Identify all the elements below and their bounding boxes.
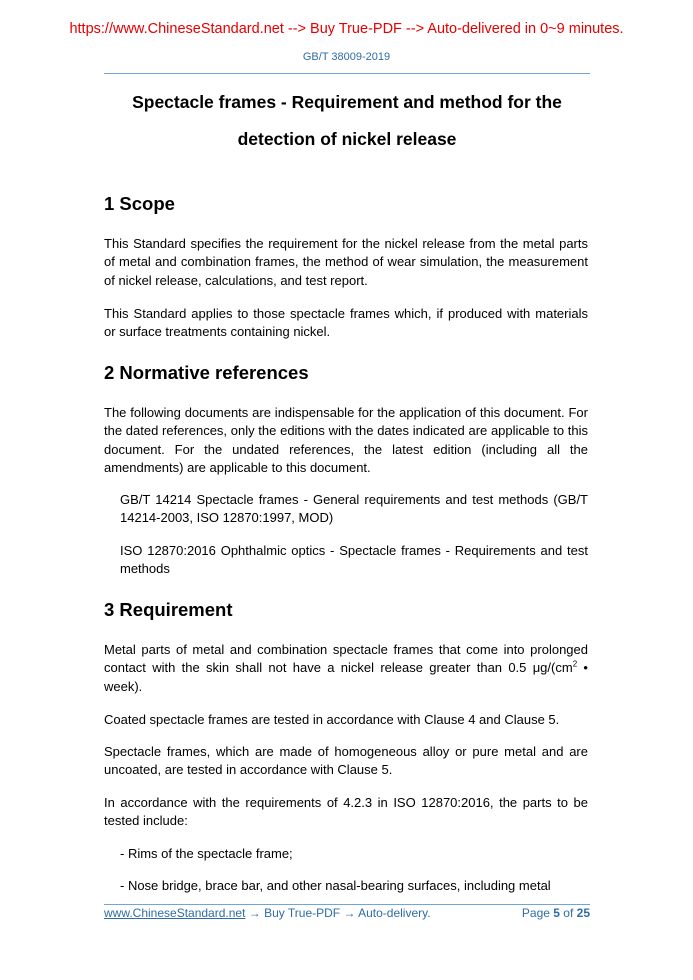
scope-heading: 1 Scope — [104, 193, 175, 214]
list-item-rims: - Rims of the spectacle frame; — [120, 846, 293, 861]
superscript-2: 2 — [572, 659, 578, 669]
normative-references-heading: 2 Normative references — [104, 362, 309, 383]
normative-references-paragraph: The following documents are indispensable for the application of this document. For the dated references, only the editions with the dates indicated are applicable to this document. For the undated references, the latest edition (including all the amendments) are applicable to this document. — [104, 405, 588, 475]
document-title-line-1: Spectacle frames - Requirement and method for the — [132, 92, 562, 112]
page-total: 25 — [576, 906, 590, 920]
document-title-line-2: detection of nickel release — [237, 129, 457, 149]
scope-paragraph-2: This Standard applies to those spectacle frames which, if produced with materials or surface treatments containing nickel. — [104, 306, 588, 340]
reference-gbt-14214: GB/T 14214 Spectacle frames - General requirements and test methods (GB/T 14214-2003, ISO 12870:1997, MOD) — [120, 492, 588, 526]
requirement-paragraph-2: Coated spectacle frames are tested in accordance with Clause 4 and Clause 5. — [104, 712, 560, 727]
requirement-paragraph-4: In accordance with the requirements of 4.2.3 in ISO 12870:2016, the parts to be tested include: — [104, 795, 588, 829]
top-banner[interactable]: https://www.ChineseStandard.net --> Buy True-PDF --> Auto-delivered in 0~9 minutes. — [69, 21, 624, 37]
footer-site-link[interactable]: www.ChineseStandard.net — [104, 906, 246, 920]
footer-tagline: → Buy True-PDF → Auto-delivery. — [245, 906, 431, 920]
page-current: 5 — [553, 906, 560, 920]
page-of: of — [559, 906, 577, 920]
footer-divider — [104, 904, 590, 905]
requirement-p1-main: Metal parts of metal and combination spectacle frames that come into prolonged contact with the skin shall not have a nickel release greater than 0.5 μg/(cm — [104, 642, 588, 676]
page-label: Page — [521, 906, 554, 920]
page-number — [522, 906, 590, 920]
requirement-heading: 3 Requirement — [104, 599, 233, 620]
scope-paragraph-1: This Standard specifies the requirement for the nickel release from the metal parts of metal and combination frames, the method of wear simulation, the measurement of nickel release, calculations, and test report. — [104, 236, 588, 288]
header-divider — [104, 73, 590, 74]
standard-code: GB/T 38009-2019 — [302, 51, 391, 63]
requirement-p1-tail: • week). — [104, 660, 588, 694]
requirement-paragraph-1 — [104, 641, 588, 696]
page-footer — [104, 906, 590, 920]
requirement-paragraph-3: Spectacle frames, which are made of homogeneous alloy or pure metal and are uncoated, are tested in accordance with Clause 5. — [104, 744, 588, 778]
reference-iso-12870: ISO 12870:2016 Ophthalmic optics - Spectacle frames - Requirements and test methods — [120, 543, 588, 577]
list-item-nose-bridge: - Nose bridge, brace bar, and other nasal-bearing surfaces, including metal — [120, 878, 551, 893]
